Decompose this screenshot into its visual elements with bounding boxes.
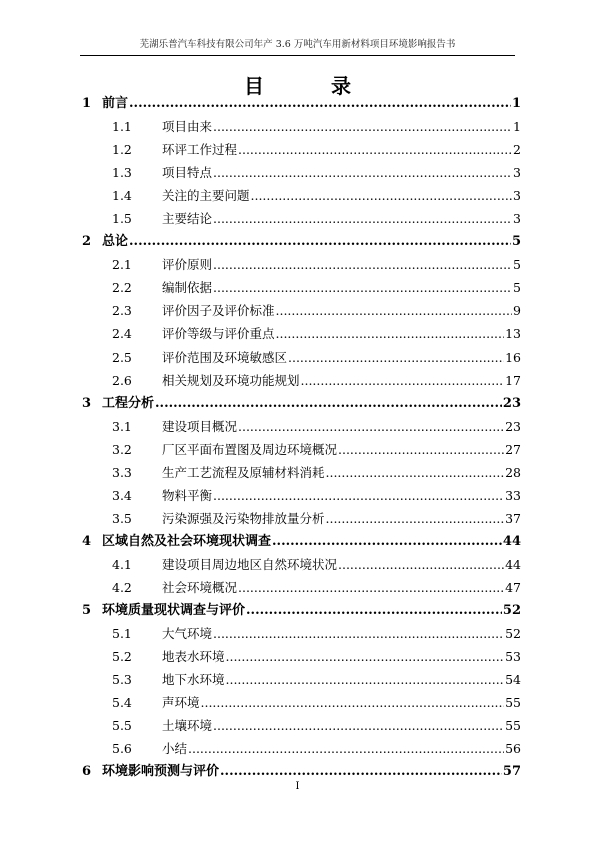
toc-entry-number: 5.3 xyxy=(112,672,132,688)
toc-entry-page: 54 xyxy=(505,672,521,688)
toc-entry-page: 47 xyxy=(505,579,521,595)
toc-entry-page: 1 xyxy=(513,119,521,135)
toc-section-entry[interactable] xyxy=(80,645,521,668)
toc-leader-dots xyxy=(338,438,504,461)
toc-entry-page: 3 xyxy=(513,211,521,227)
toc-entry-title: 环评工作过程 xyxy=(162,142,238,158)
toc-entry-number: 4.1 xyxy=(112,556,132,572)
toc-section-entry[interactable] xyxy=(80,346,521,369)
toc-entry-title: 评价等级与评价重点 xyxy=(162,326,275,342)
toc-chapter-entry[interactable] xyxy=(80,92,521,115)
toc-section-entry[interactable] xyxy=(80,253,521,276)
toc-section-entry[interactable] xyxy=(80,714,521,737)
toc-entry-title: 相关规划及环境功能规划 xyxy=(162,372,300,388)
toc-entry-number: 2.3 xyxy=(112,303,132,319)
toc-leader-dots xyxy=(276,299,513,322)
toc-section-entry[interactable] xyxy=(80,276,521,299)
toc-section-entry[interactable] xyxy=(80,507,521,530)
toc-entry-page: 3 xyxy=(513,188,521,204)
page-number: I xyxy=(295,781,300,792)
toc-entry-page: 37 xyxy=(505,510,521,526)
toc-entry-page: 56 xyxy=(505,741,521,757)
toc-entry-title: 小结 xyxy=(162,741,188,757)
toc-entry-title: 评价因子及评价标准 xyxy=(162,303,275,319)
toc-entry-number: 5.4 xyxy=(112,695,132,711)
toc-leader-dots xyxy=(238,415,504,438)
toc-entry-page: 5 xyxy=(513,280,521,296)
toc-section-entry[interactable] xyxy=(80,484,521,507)
toc-entry-page: 53 xyxy=(505,649,521,665)
toc-entry-number: 1.4 xyxy=(112,188,132,204)
toc-section-entry[interactable] xyxy=(80,299,521,322)
toc-entry-number: 3.1 xyxy=(112,418,132,434)
toc-entry-title: 地下水环境 xyxy=(162,672,225,688)
toc-leader-dots xyxy=(213,161,512,184)
toc-entry-number: 1 xyxy=(82,96,92,111)
toc-entry-title: 物料平衡 xyxy=(162,487,213,503)
toc-leader-dots xyxy=(213,276,512,299)
header-rule xyxy=(80,55,515,56)
toc-entry-page: 17 xyxy=(505,372,521,388)
toc-entry-title: 污染源强及污染物排放量分析 xyxy=(162,510,325,526)
toc-title: 目 录 xyxy=(244,74,381,98)
toc-chapter-entry[interactable] xyxy=(80,760,521,783)
toc-leader-dots xyxy=(213,714,504,737)
toc-entry-number: 6 xyxy=(82,764,92,780)
toc-entry-page: 44 xyxy=(502,533,521,549)
toc-leader-dots xyxy=(246,599,502,622)
toc-section-entry[interactable] xyxy=(80,184,521,207)
toc-leader-dots xyxy=(213,622,504,645)
toc-entry-title: 主要结论 xyxy=(162,211,213,227)
toc-entry-number: 2 xyxy=(82,234,92,250)
toc-entry-title: 编制依据 xyxy=(162,280,213,296)
toc-entry-number: 5.6 xyxy=(112,741,132,757)
toc-entry-page: 44 xyxy=(505,556,521,572)
toc-entry-page: 55 xyxy=(505,718,521,734)
toc-entry-number: 1.3 xyxy=(112,165,132,181)
toc-entry-title: 大气环境 xyxy=(162,626,213,642)
toc-entry-page: 3 xyxy=(513,165,521,181)
toc-chapter-entry[interactable] xyxy=(80,230,521,253)
toc-section-entry[interactable] xyxy=(80,576,521,599)
toc-leader-dots xyxy=(226,645,505,668)
toc-entry-title: 项目特点 xyxy=(162,165,213,181)
toc-leader-dots xyxy=(213,484,504,507)
toc-entry-title: 项目由来 xyxy=(162,119,213,135)
toc-leader-dots xyxy=(288,346,504,369)
toc-entry-page: 55 xyxy=(505,695,521,711)
toc-entry-page: 27 xyxy=(505,441,521,457)
toc-entry-number: 2.1 xyxy=(112,257,132,273)
toc-entry-title: 建设项目概况 xyxy=(162,418,238,434)
toc-section-entry[interactable] xyxy=(80,622,521,645)
toc-leader-dots xyxy=(226,668,505,691)
toc-entry-page: 1 xyxy=(511,96,521,111)
toc-section-entry[interactable] xyxy=(80,322,521,345)
toc-entry-title: 工程分析 xyxy=(102,395,155,411)
toc-chapter-entry[interactable] xyxy=(80,599,521,622)
toc-section-entry[interactable] xyxy=(80,668,521,691)
toc-leader-dots xyxy=(220,760,502,783)
toc-section-entry[interactable] xyxy=(80,207,521,230)
toc-entry-number: 4 xyxy=(82,533,92,549)
toc-section-entry[interactable] xyxy=(80,369,521,392)
toc-entry-title: 地表水环境 xyxy=(162,649,225,665)
toc-entry-number: 5.5 xyxy=(112,718,132,734)
toc-entry-title: 区域自然及社会环境现状调查 xyxy=(102,533,272,549)
toc-leader-dots xyxy=(213,207,512,230)
toc-leader-dots xyxy=(272,530,502,553)
toc-entry-page: 5 xyxy=(513,257,521,273)
toc-entry-number: 3.5 xyxy=(112,510,132,526)
toc-section-entry[interactable] xyxy=(80,438,521,461)
toc-entry-title: 总论 xyxy=(102,234,129,250)
toc-section-entry[interactable] xyxy=(80,161,521,184)
toc-chapter-entry[interactable] xyxy=(80,530,521,553)
toc-entry-number: 3.4 xyxy=(112,487,132,503)
toc-section-entry[interactable] xyxy=(80,737,521,760)
toc-entry-number: 3 xyxy=(82,395,92,411)
toc-entry-title: 环境质量现状调查与评价 xyxy=(102,603,246,619)
toc-entry-number: 2.6 xyxy=(112,372,132,388)
toc-section-entry[interactable] xyxy=(80,691,521,714)
toc-entry-page: 23 xyxy=(505,418,521,434)
toc-entry-page: 23 xyxy=(502,395,521,411)
toc-leader-dots xyxy=(326,507,505,530)
toc-leader-dots xyxy=(238,576,504,599)
toc-entry-number: 2.5 xyxy=(112,349,132,365)
toc-entry-number: 1.2 xyxy=(112,142,132,158)
toc-entry-title: 环境影响预测与评价 xyxy=(102,764,220,780)
toc-section-entry[interactable] xyxy=(80,415,521,438)
toc-leader-dots xyxy=(338,553,504,576)
toc-leader-dots xyxy=(129,230,511,253)
toc-entry-title: 生产工艺流程及原辅材料消耗 xyxy=(162,464,325,480)
toc-entry-title: 土壤环境 xyxy=(162,718,213,734)
toc-leader-dots xyxy=(326,461,505,484)
toc-entry-page: 13 xyxy=(505,326,521,342)
toc-entry-number: 5 xyxy=(82,603,92,619)
toc-entry-title: 前言 xyxy=(102,96,129,111)
toc-entry-page: 57 xyxy=(502,764,521,780)
toc-entry-title: 评价范围及环境敏感区 xyxy=(162,349,288,365)
toc-leader-dots xyxy=(188,737,504,760)
toc-entry-number: 4.2 xyxy=(112,579,132,595)
toc-entry-number: 5.1 xyxy=(112,626,132,642)
toc-entry-number: 3.2 xyxy=(112,441,132,457)
toc-section-entry[interactable] xyxy=(80,115,521,138)
toc-leader-dots xyxy=(276,322,505,345)
running-header: 芜湖乐普汽车科技有限公司年产 3.6 万吨汽车用新材料项目环境影响报告书 xyxy=(139,39,456,50)
toc-chapter-entry[interactable] xyxy=(80,392,521,415)
toc-leader-dots xyxy=(251,184,513,207)
toc-entry-page: 52 xyxy=(505,626,521,642)
toc-entry-page: 16 xyxy=(505,349,521,365)
toc-entry-number: 3.3 xyxy=(112,464,132,480)
toc-section-entry[interactable] xyxy=(80,461,521,484)
toc-entry-number: 5.2 xyxy=(112,649,132,665)
toc-leader-dots xyxy=(213,115,512,138)
toc-leader-dots xyxy=(201,691,505,714)
toc-entry-page: 9 xyxy=(513,303,521,319)
toc-entry-title: 关注的主要问题 xyxy=(162,188,250,204)
toc-entry-number: 2.2 xyxy=(112,280,132,296)
toc-entry-number: 2.4 xyxy=(112,326,132,342)
toc-entry-title: 建设项目周边地区自然环境状况 xyxy=(162,556,338,572)
toc-entry-page: 2 xyxy=(513,142,521,158)
toc-entry-page: 33 xyxy=(505,487,521,503)
toc-entry-title: 社会环境概况 xyxy=(162,579,238,595)
toc-entry-page: 28 xyxy=(505,464,521,480)
toc-leader-dots xyxy=(213,253,512,276)
toc-leader-dots xyxy=(129,92,511,115)
toc-leader-dots xyxy=(301,369,505,392)
toc-entry-number: 1.1 xyxy=(112,119,132,135)
toc-entry-title: 厂区平面布置图及周边环境概况 xyxy=(162,441,338,457)
toc-entry-title: 评价原则 xyxy=(162,257,213,273)
toc-entry-number: 1.5 xyxy=(112,211,132,227)
toc-section-entry[interactable] xyxy=(80,553,521,576)
toc-leader-dots xyxy=(238,138,512,161)
toc-entry-title: 声环境 xyxy=(162,695,200,711)
table-of-contents xyxy=(80,92,521,783)
toc-leader-dots xyxy=(155,392,502,415)
toc-entry-page: 5 xyxy=(511,234,521,250)
toc-entry-page: 52 xyxy=(502,603,521,619)
toc-section-entry[interactable] xyxy=(80,138,521,161)
